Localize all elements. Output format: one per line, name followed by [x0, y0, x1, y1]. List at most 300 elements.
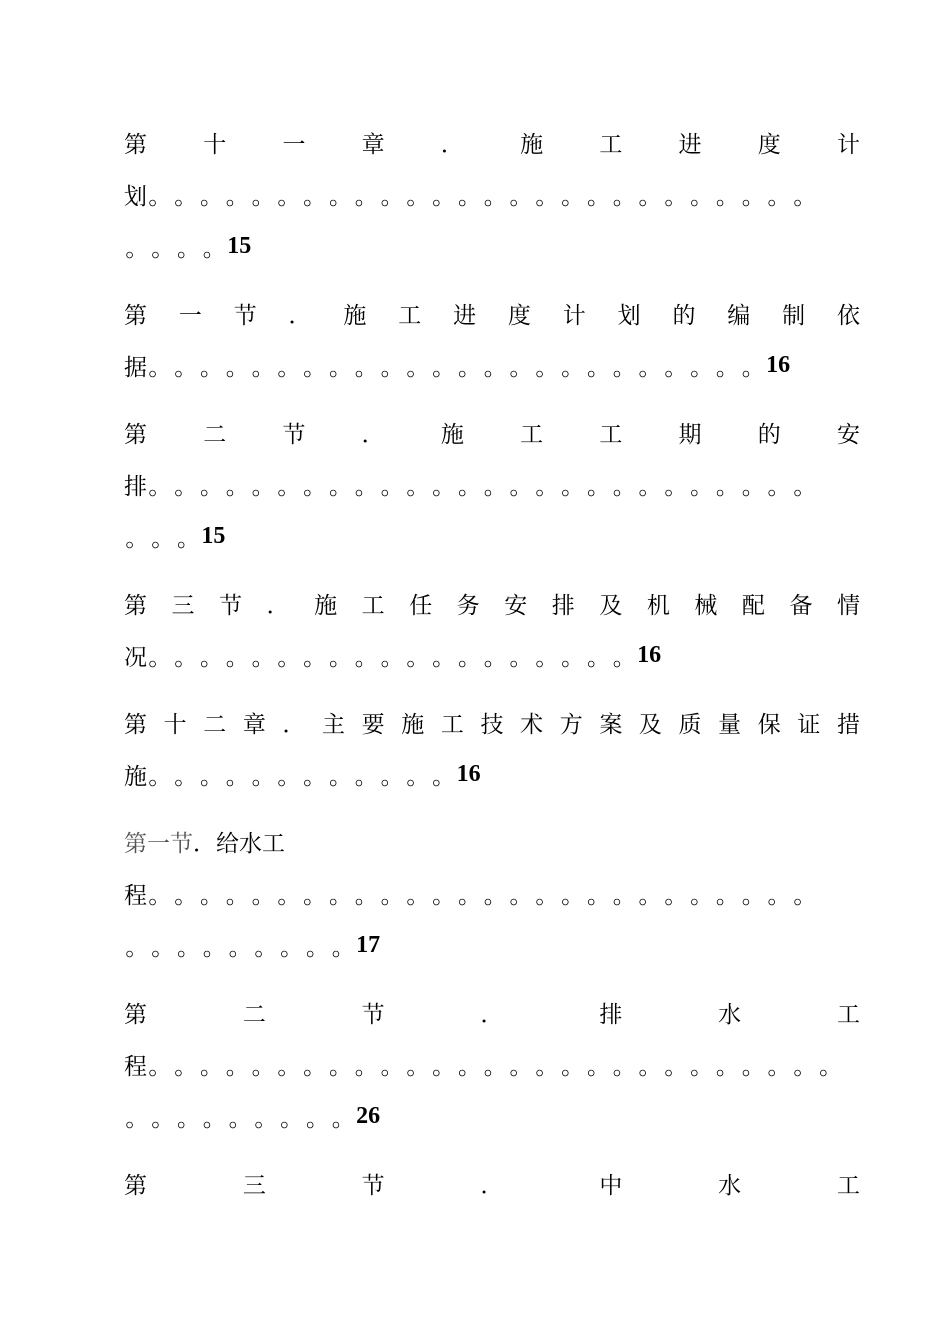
leader-dot: 。 [199, 473, 223, 500]
title-char: 划 [617, 302, 641, 329]
leader-dot: 。 [199, 354, 223, 381]
toc-entry-title [124, 815, 860, 867]
leader-dot: 。 [586, 473, 610, 500]
leader-dot: 。 [612, 183, 636, 210]
title-char: 节 [361, 1001, 385, 1028]
title-char: 一 [178, 302, 202, 329]
leader-dot: 。 [793, 473, 817, 500]
title-char: 方 [559, 711, 583, 738]
title-char: 二 [242, 1001, 266, 1028]
dot-leader [147, 349, 766, 382]
title-char: 二 [203, 711, 227, 738]
leader-dot: 。 [741, 882, 765, 909]
leader-dot: 。 [328, 763, 352, 790]
toc-entry-continuation [124, 1038, 860, 1090]
title-char: 及 [599, 592, 623, 619]
leader-dot: 。 [328, 644, 352, 671]
leader-dot: 。 [380, 1053, 404, 1080]
title-char: 的 [757, 421, 781, 448]
title-char: 术 [520, 711, 544, 738]
leader-dot: 。 [586, 644, 610, 671]
title-char: 施 [440, 421, 464, 448]
dot-leader [147, 639, 637, 672]
leader-dot: 。 [535, 644, 559, 671]
title-char: 第 [124, 1001, 147, 1028]
title-part: 第一节 [124, 830, 193, 857]
title-char: ． [282, 711, 306, 738]
leader-dot: 。 [277, 354, 301, 381]
title-end-char: 划 [124, 183, 147, 210]
leader-dot: 。 [277, 473, 301, 500]
leader-dot: 。 [174, 183, 198, 210]
leader-dot: 。 [638, 354, 662, 381]
leader-dot: 。 [380, 882, 404, 909]
leader-dot: 。 [767, 183, 791, 210]
leader-dot: 。 [354, 183, 378, 210]
title-char: 工 [836, 1001, 860, 1028]
leader-dot: 。 [432, 882, 456, 909]
leader-dot: 。 [819, 1053, 843, 1080]
title-char: 工 [599, 421, 623, 448]
leader-dot: 。 [715, 473, 739, 500]
title-end-char: 据 [124, 354, 147, 381]
leader-dot: 。 [767, 882, 791, 909]
leader-dot: 。 [793, 183, 817, 210]
leader-dot: 。 [741, 183, 765, 210]
leader-dot: 。 [380, 473, 404, 500]
leader-dot: 。 [277, 644, 301, 671]
leader-dot: 。 [202, 1105, 226, 1132]
leader-dot: 。 [303, 183, 327, 210]
leader-dot: 。 [509, 882, 533, 909]
leader-dot: 。 [174, 354, 198, 381]
title-char: 度 [507, 302, 531, 329]
leader-dot: 。 [664, 882, 688, 909]
title-char: 节 [219, 592, 243, 619]
title-end-char: 程 [124, 882, 147, 909]
leader-dot: 。 [457, 1053, 481, 1080]
title-char: 排 [551, 592, 575, 619]
title-char: 证 [797, 711, 821, 738]
title-char: 第 [124, 131, 147, 158]
leader-dot: 。 [225, 763, 249, 790]
title-char: 计 [836, 131, 860, 158]
leader-dot: 。 [331, 934, 355, 961]
page-number: 15 [201, 522, 226, 549]
toc-entry-title [124, 577, 860, 629]
leader-dot: 。 [254, 1105, 278, 1132]
title-char: 保 [757, 711, 781, 738]
leader-dot: 。 [174, 473, 198, 500]
leader-dot: 。 [561, 882, 585, 909]
leader-dot: 。 [151, 934, 175, 961]
leader-dot: 。 [406, 183, 430, 210]
leader-dot: 。 [432, 763, 456, 790]
leader-dot: 。 [690, 473, 714, 500]
leader-dot: 。 [148, 763, 172, 790]
title-char: 主 [322, 711, 346, 738]
leader-dot: 。 [277, 183, 301, 210]
dot-leader [124, 520, 201, 553]
title-char: 施 [343, 302, 367, 329]
leader-dot: 。 [202, 235, 226, 262]
leader-dot: 。 [586, 1053, 610, 1080]
leader-dot: 。 [251, 1053, 275, 1080]
leader-dot: 。 [793, 1053, 817, 1080]
title-char: ． [288, 302, 312, 329]
leader-dot: 。 [125, 934, 149, 961]
leader-dot: 。 [741, 1053, 765, 1080]
leader-dot: 。 [664, 473, 688, 500]
title-char: 节 [282, 421, 306, 448]
toc-entry-title [124, 287, 860, 339]
title-char: 十 [163, 711, 187, 738]
title-char: 计 [562, 302, 586, 329]
leader-dot: 。 [176, 1105, 200, 1132]
title-char: 第 [124, 711, 147, 738]
leader-dot: 。 [225, 354, 249, 381]
leader-dot: 。 [354, 644, 378, 671]
leader-dot: 。 [303, 473, 327, 500]
leader-dot: 。 [125, 1105, 149, 1132]
leader-dot: 。 [225, 644, 249, 671]
leader-dot: 。 [174, 882, 198, 909]
title-char: 制 [782, 302, 806, 329]
leader-dot: 。 [535, 473, 559, 500]
dot-leader [147, 758, 457, 791]
leader-dot: 。 [638, 473, 662, 500]
leader-dot: 。 [535, 882, 559, 909]
title-char: ． [480, 1001, 504, 1028]
title-char: 工 [361, 592, 385, 619]
leader-dot: 。 [251, 763, 275, 790]
leader-dot: 。 [509, 183, 533, 210]
leader-dot: 。 [148, 644, 172, 671]
title-char: 一 [282, 131, 306, 158]
leader-dot: 。 [406, 644, 430, 671]
page-number: 26 [356, 1102, 381, 1129]
dot-leader [147, 178, 818, 211]
toc-entry-continuation [124, 867, 860, 919]
leader-dot: 。 [483, 354, 507, 381]
title-char: 章 [242, 711, 266, 738]
title-char: 章 [361, 131, 385, 158]
leader-dot: 。 [251, 644, 275, 671]
leader-dot: 。 [561, 644, 585, 671]
leader-dot: 。 [612, 473, 636, 500]
leader-dot: 。 [277, 1053, 301, 1080]
title-char: 中 [599, 1172, 623, 1199]
page-number: 16 [456, 760, 481, 787]
title-char: 量 [718, 711, 742, 738]
title-char: 第 [124, 1172, 147, 1199]
leader-dot: 。 [457, 354, 481, 381]
leader-dot: 。 [174, 763, 198, 790]
leader-dot: 。 [664, 354, 688, 381]
title-char: 期 [678, 421, 702, 448]
leader-dot: 。 [174, 1053, 198, 1080]
toc-entry-leader [124, 220, 860, 272]
leader-dot: 。 [225, 473, 249, 500]
title-char: 机 [646, 592, 670, 619]
leader-dot: 。 [251, 882, 275, 909]
leader-dot: 。 [690, 882, 714, 909]
dot-leader [124, 929, 356, 962]
title-char: 械 [694, 592, 718, 619]
title-char: 案 [599, 711, 623, 738]
title-end-char: 程 [124, 1053, 147, 1080]
title-char: ． [266, 592, 290, 619]
dot-leader [147, 1048, 844, 1081]
title-char: 工 [520, 421, 544, 448]
leader-dot: 。 [176, 934, 200, 961]
title-char: 工 [599, 131, 623, 158]
title-char: 排 [599, 1001, 623, 1028]
toc-entry-continuation [124, 168, 860, 220]
leader-dot: 。 [148, 882, 172, 909]
title-char: ． [361, 421, 385, 448]
title-char: 进 [453, 302, 477, 329]
leader-dot: 。 [483, 1053, 507, 1080]
leader-dot: 。 [125, 525, 149, 552]
leader-dot: 。 [509, 644, 533, 671]
dot-leader [147, 468, 818, 501]
leader-dot: 。 [406, 473, 430, 500]
leader-dot: 。 [202, 934, 226, 961]
leader-dot: 。 [148, 354, 172, 381]
dot-leader [124, 230, 227, 263]
leader-dot: 。 [199, 183, 223, 210]
title-char: 情 [836, 592, 860, 619]
leader-dot: 。 [664, 183, 688, 210]
leader-dot: 。 [199, 763, 223, 790]
leader-dot: 。 [380, 763, 404, 790]
title-char: 编 [727, 302, 751, 329]
title-char: 措 [836, 711, 860, 738]
leader-dot: 。 [380, 183, 404, 210]
toc-entry-continuation [124, 629, 860, 681]
leader-dot: 。 [741, 473, 765, 500]
title-char: ． [440, 131, 464, 158]
title-char: 十 [203, 131, 227, 158]
leader-dot: 。 [767, 473, 791, 500]
leader-dot: 。 [199, 1053, 223, 1080]
title-end-char: 施 [124, 763, 147, 790]
leader-dot: 。 [303, 644, 327, 671]
title-char: 二 [203, 421, 227, 448]
title-char: 三 [171, 592, 195, 619]
title-char: ． [480, 1172, 504, 1199]
leader-dot: 。 [483, 473, 507, 500]
leader-dot: 。 [151, 525, 175, 552]
leader-dot: 。 [638, 1053, 662, 1080]
leader-dot: 。 [535, 1053, 559, 1080]
title-char: 第 [124, 302, 147, 329]
leader-dot: 。 [690, 1053, 714, 1080]
leader-dot: 。 [561, 473, 585, 500]
leader-dot: 。 [303, 354, 327, 381]
leader-dot: 。 [277, 882, 301, 909]
leader-dot: 。 [225, 1053, 249, 1080]
leader-dot: 。 [483, 183, 507, 210]
leader-dot: 。 [354, 763, 378, 790]
leader-dot: 。 [561, 1053, 585, 1080]
toc-entry-title [124, 696, 860, 748]
page-number: 15 [227, 232, 252, 259]
title-char: 节 [361, 1172, 385, 1199]
leader-dot: 。 [509, 1053, 533, 1080]
leader-dot: 。 [148, 1053, 172, 1080]
leader-dot: 。 [586, 882, 610, 909]
title-char: 质 [678, 711, 702, 738]
leader-dot: 。 [228, 1105, 252, 1132]
leader-dot: 。 [303, 763, 327, 790]
leader-dot: 。 [535, 183, 559, 210]
leader-dot: 。 [251, 473, 275, 500]
leader-dot: 。 [612, 1053, 636, 1080]
toc-entry-leader [124, 510, 860, 562]
title-char: 进 [678, 131, 702, 158]
leader-dot: 。 [715, 354, 739, 381]
leader-dot: 。 [406, 1053, 430, 1080]
leader-dot: 。 [690, 354, 714, 381]
dot-leader [124, 1100, 356, 1133]
title-char: 施 [520, 131, 544, 158]
leader-dot: 。 [406, 354, 430, 381]
leader-dot: 。 [432, 354, 456, 381]
leader-dot: 。 [328, 183, 352, 210]
title-char: 的 [672, 302, 696, 329]
leader-dot: 。 [280, 934, 304, 961]
leader-dot: 。 [561, 183, 585, 210]
page-number: 16 [766, 351, 791, 378]
leader-dot: 。 [174, 644, 198, 671]
leader-dot: 。 [767, 1053, 791, 1080]
leader-dot: 。 [280, 1105, 304, 1132]
leader-dot: 。 [328, 473, 352, 500]
leader-dot: 。 [535, 354, 559, 381]
leader-dot: 。 [457, 882, 481, 909]
leader-dot: 。 [715, 183, 739, 210]
leader-dot: 。 [328, 354, 352, 381]
leader-dot: 。 [457, 644, 481, 671]
leader-dot: 。 [715, 1053, 739, 1080]
leader-dot: 。 [586, 354, 610, 381]
title-char: 要 [361, 711, 385, 738]
toc-entry-title [124, 406, 860, 458]
leader-dot: 。 [432, 183, 456, 210]
title-end-char: 况 [124, 644, 147, 671]
toc-entry-title [124, 986, 860, 1038]
leader-dot: 。 [228, 934, 252, 961]
leader-dot: 。 [380, 644, 404, 671]
leader-dot: 。 [277, 763, 301, 790]
leader-dot: 。 [483, 644, 507, 671]
table-of-contents [124, 116, 860, 1209]
title-char: 工 [836, 1172, 860, 1199]
title-char: 安 [836, 421, 860, 448]
leader-dot: 。 [432, 1053, 456, 1080]
leader-dot: 。 [638, 882, 662, 909]
leader-dot: 。 [148, 473, 172, 500]
leader-dot: 。 [254, 934, 278, 961]
title-char: 配 [741, 592, 765, 619]
title-char: 度 [757, 131, 781, 158]
title-part: ．给水工 [193, 830, 285, 857]
title-char: 水 [718, 1172, 742, 1199]
leader-dot: 。 [354, 473, 378, 500]
leader-dot: 。 [176, 235, 200, 262]
toc-entry-continuation [124, 458, 860, 510]
title-char: 第 [124, 592, 147, 619]
leader-dot: 。 [151, 1105, 175, 1132]
leader-dot: 。 [612, 882, 636, 909]
leader-dot: 。 [406, 882, 430, 909]
leader-dot: 。 [715, 882, 739, 909]
leader-dot: 。 [509, 473, 533, 500]
leader-dot: 。 [305, 1105, 329, 1132]
leader-dot: 。 [354, 1053, 378, 1080]
leader-dot: 。 [328, 882, 352, 909]
leader-dot: 。 [354, 882, 378, 909]
title-char: 务 [456, 592, 480, 619]
leader-dot: 。 [586, 183, 610, 210]
leader-dot: 。 [354, 354, 378, 381]
leader-dot: 。 [690, 183, 714, 210]
title-char: 施 [314, 592, 338, 619]
leader-dot: 。 [509, 354, 533, 381]
toc-entry-title [124, 116, 860, 168]
title-char: 任 [409, 592, 433, 619]
toc-entry-leader [124, 919, 860, 971]
leader-dot: 。 [483, 882, 507, 909]
leader-dot: 。 [612, 644, 636, 671]
title-char: 安 [504, 592, 528, 619]
title-char: 水 [718, 1001, 742, 1028]
leader-dot: 。 [199, 644, 223, 671]
leader-dot: 。 [432, 473, 456, 500]
leader-dot: 。 [305, 934, 329, 961]
title-char: 三 [242, 1172, 266, 1199]
toc-entry-continuation [124, 748, 860, 800]
title-char: 工 [398, 302, 422, 329]
dot-leader [147, 877, 818, 910]
page-number: 16 [637, 641, 662, 668]
leader-dot: 。 [457, 473, 481, 500]
leader-dot: 。 [151, 235, 175, 262]
title-char: 施 [401, 711, 425, 738]
leader-dot: 。 [251, 183, 275, 210]
toc-entry-leader [124, 1090, 860, 1142]
title-end-char: 排 [124, 473, 147, 500]
leader-dot: 。 [664, 1053, 688, 1080]
leader-dot: 。 [176, 525, 200, 552]
leader-dot: 。 [328, 1053, 352, 1080]
title-char: 第 [124, 421, 147, 448]
leader-dot: 。 [251, 354, 275, 381]
title-char: 技 [480, 711, 504, 738]
leader-dot: 。 [303, 882, 327, 909]
leader-dot: 。 [612, 354, 636, 381]
leader-dot: 。 [406, 763, 430, 790]
toc-entry-continuation [124, 339, 860, 391]
leader-dot: 。 [561, 354, 585, 381]
title-char: 节 [233, 302, 257, 329]
leader-dot: 。 [225, 882, 249, 909]
leader-dot: 。 [793, 882, 817, 909]
toc-entry-title [124, 1157, 860, 1209]
leader-dot: 。 [225, 183, 249, 210]
